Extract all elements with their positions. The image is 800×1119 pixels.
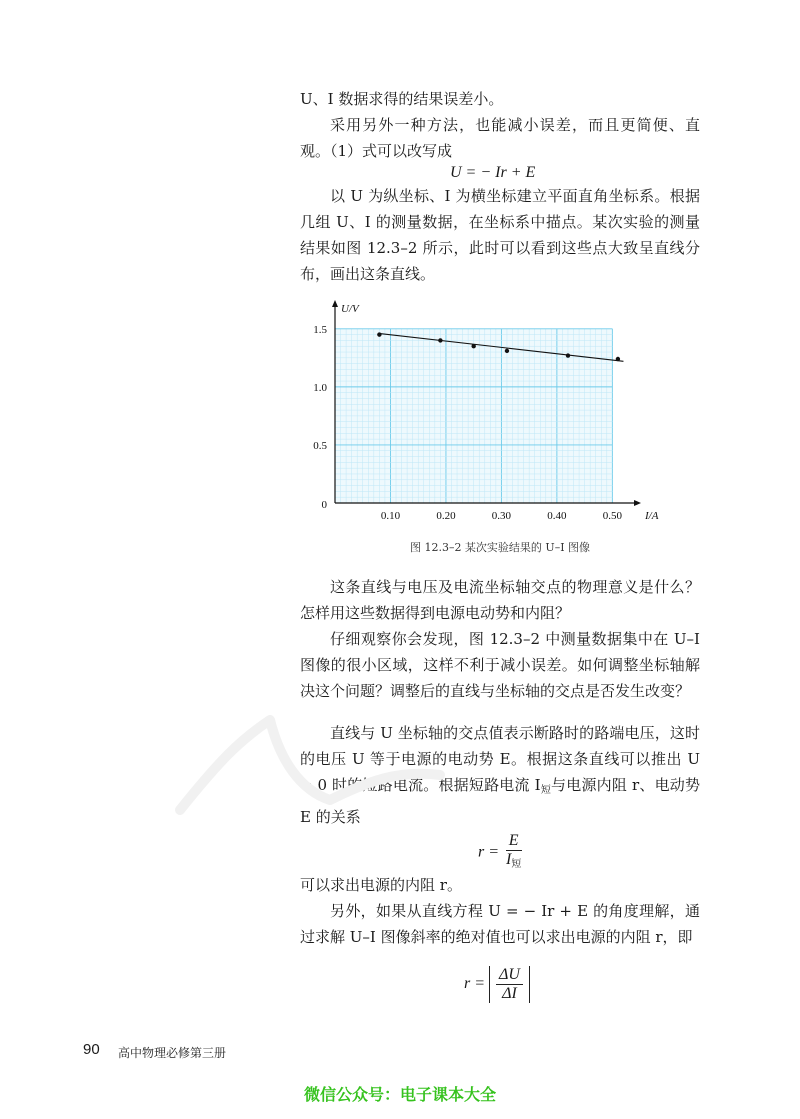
eq2-numerator: E xyxy=(506,832,522,851)
paragraph-4: 这条直线与电压及电流坐标轴交点的物理意义是什么？怎样用这些数据得到电源电动势和内阻？ xyxy=(300,578,700,622)
x-tick-label: 0.50 xyxy=(602,510,622,522)
data-point xyxy=(616,357,620,361)
x-tick-label: 0.20 xyxy=(436,510,456,522)
y-axis-arrow xyxy=(332,300,338,307)
paragraph-5: 仔细观察你会发现，图 12.3–2 中测量数据集中在 U–I 图像的很小区域，这样不利于减小误差。如何调整坐标轴解决这个问题？调整后的直线与坐标轴的交点是否发生改变？ xyxy=(300,630,700,700)
x-axis-arrow xyxy=(634,500,641,506)
paragraph-3: 以 U 为纵坐标、I 为横坐标建立平面直角坐标系。根据几组 U、I 的测量数据，在坐标系中描点。某次实验的测量结果如图 12.3–2 所示，此时可以看到这些点大致呈直线分布，画出这条直线。 xyxy=(300,187,700,283)
equation-r-abs-slope xyxy=(464,966,530,1003)
eq3-lhs: r = xyxy=(464,975,486,993)
page-number: 90 xyxy=(83,1041,100,1058)
equation-r-e-i xyxy=(478,832,524,874)
y-tick-label: 0.5 xyxy=(313,439,327,452)
equation-u-ir-e: U = − Ir + E xyxy=(450,164,536,181)
y-tick-label: 1.0 xyxy=(313,381,327,394)
origin-label: 0 xyxy=(321,499,327,511)
data-point xyxy=(377,332,381,336)
faint-logo-watermark xyxy=(160,700,460,830)
data-point xyxy=(566,353,570,357)
data-point xyxy=(438,338,442,342)
u-i-chart xyxy=(300,298,700,538)
data-point xyxy=(505,349,509,353)
x-tick-label: 0.40 xyxy=(547,510,567,522)
y-axis-label: U/V xyxy=(341,303,359,315)
paragraph-8: 另外，如果从直线方程 U = − Ir + E 的角度理解，通过求解 U–I 图像斜率的绝对值也可以求出电源的内阻 r，即 xyxy=(300,902,700,946)
eq3-numerator: ΔU xyxy=(496,966,523,985)
paragraph-2: 采用另外一种方法，也能减小误差，而且更简便、直观。（1）式可以改写成 xyxy=(300,116,700,160)
figure-caption: 图 12.3–2 某次实验结果的 U–I 图像 xyxy=(409,541,591,554)
eq3-fraction xyxy=(496,966,523,1003)
paragraph-7: 可以求出电源的内阻 r。 xyxy=(300,876,462,894)
y-tick-label: 1.5 xyxy=(313,323,327,336)
paragraph-6-subscript: 短 xyxy=(540,785,552,796)
paragraph-1: U、I 数据求得的结果误差小。 xyxy=(300,90,504,108)
x-tick-label: 0.30 xyxy=(491,510,512,522)
eq3-denominator: ΔI xyxy=(502,985,517,1002)
x-tick-label: 0.10 xyxy=(380,510,401,522)
paragraph-6-text: 直线与 U 坐标轴的交点值表示断路时的路端电压，这时的电压 U 等于电源的电动势 E。根据这条直线可以推出 U = 0 时的短路电流。根据短路电流 I xyxy=(300,724,700,794)
x-axis-label: I/A xyxy=(645,510,659,522)
data-point xyxy=(471,344,475,348)
eq2-denominator: $I_短$ xyxy=(506,851,522,870)
eq3-abs xyxy=(489,966,530,1003)
wechat-watermark: 微信公众号：电子课本大全 xyxy=(303,1085,496,1104)
eq2-fraction xyxy=(503,832,524,874)
book-title: 高中物理必修第三册 xyxy=(118,1046,227,1060)
eq2-lhs: r = xyxy=(478,843,500,861)
paragraph-6-end: 与电源内阻 r、电动势 E 的关系 xyxy=(300,776,701,826)
